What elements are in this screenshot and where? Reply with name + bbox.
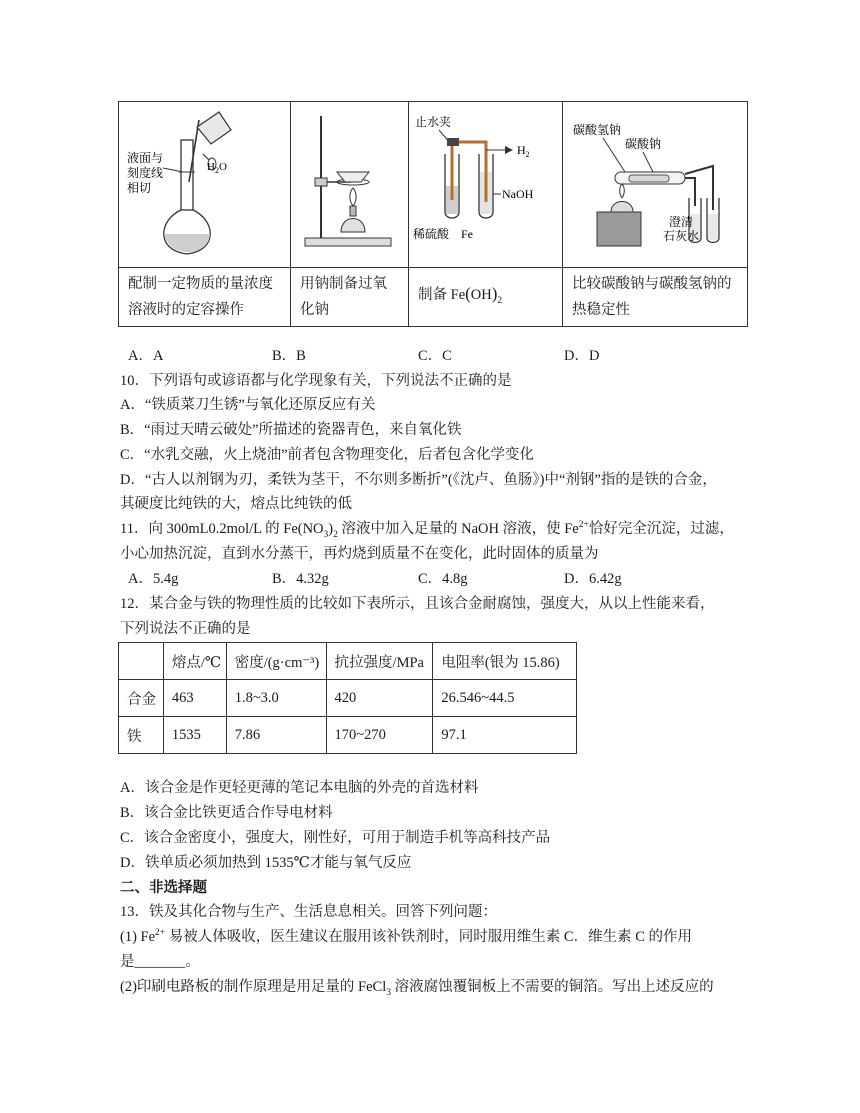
caption-b: 用钠制备过氧化钠 [291, 268, 409, 327]
fe-label: Fe [461, 227, 473, 241]
table-row [119, 717, 577, 754]
table-header: 密度/(g·cm⁻³) [226, 643, 326, 680]
limewater-label-1: 澄清 [669, 215, 694, 229]
q12-stem: 12．某合金与铁的物理性质的比较如下表所示，且该合金耐腐蚀，强度大，从以上性能来看， [120, 596, 715, 612]
table-header [119, 643, 164, 680]
table-cell: 97.1 [433, 717, 577, 754]
table-cell: 170~270 [326, 717, 433, 754]
figure-sodium-burner [291, 102, 409, 268]
table-cell: 1535 [163, 717, 226, 754]
table-cell: 合金 [119, 680, 164, 717]
figure-feoh2-apparatus [409, 102, 563, 268]
q12-option-a: A．该合金是作更轻更薄的笔记本电脑的外壳的首选材料 [120, 780, 479, 796]
flask-note-3: 相切 [127, 181, 152, 195]
table-cell: 26.546~44.5 [433, 680, 577, 717]
limewater-label-2: 石灰水 [663, 229, 700, 243]
q10-option-b: B．“雨过天晴云破处”所描述的瓷器青色，来自氧化铁 [120, 422, 462, 438]
table-cell: 7.86 [226, 717, 326, 754]
caption-a: 配制一定物质的量浓度溶液时的定容操作 [119, 268, 291, 327]
table-header-row [119, 643, 577, 680]
table-header: 抗拉强度/MPa [326, 643, 433, 680]
figure-volumetric-flask [119, 102, 291, 268]
q13-part2: (2)印刷电路板的制作原理是用足量的 FeCl$_3$ 溶液腐蚀覆铜板上不需要的铜箔。写出上述反应的 [120, 979, 714, 998]
q13-stem: 13．铁及其化合物与生产、生活息息相关。回答下列问题： [120, 904, 497, 920]
flask-note-2: 刻度线 [127, 166, 164, 180]
q10-option-d: D．“古人以剂钢为刃，柔铁为茎干，不尔则多断折”(《沈卢、鱼肠》)中“剂钢”指的是铁的合金， [120, 472, 717, 488]
q10-option-d-cont: 其硬度比纯铁的大，熔点比纯铁的低 [120, 496, 352, 512]
q9-option-b: B．B [272, 348, 306, 364]
q13-part1-cont: 是_______。 [120, 954, 200, 970]
property-table [118, 642, 577, 754]
q9-option-a: A．A [128, 348, 164, 364]
q11-option-b: B．4.32g [272, 571, 329, 587]
q10-option-a: A．“铁质菜刀生锈”与氧化还原反应有关 [120, 397, 376, 413]
h2-label: $H_2$ [517, 143, 530, 159]
q12-option-c: C．该合金密度小，强度大，刚性好，可用于制造手机等高科技产品 [120, 830, 551, 846]
flask-note-1: 液面与 [127, 151, 164, 165]
q12-stem-cont: 下列说法不正确的是 [120, 621, 251, 637]
table-cell: 1.8~3.0 [226, 680, 326, 717]
na2co3-label: 碳酸钠 [625, 137, 662, 151]
caption-row [119, 268, 748, 327]
q11-stem: 11．向 300mL0.2mol/L 的 $Fe(NO_3)_2$ 溶液中加入足量的 NaOH 溶液，使 $Fe^{2+}$恰好完全沉淀，过滤， [120, 520, 734, 540]
caption-c: 制备 $Fe(OH)_2$ [409, 268, 563, 327]
q13-part1: (1) $Fe^{2+}$ 易被人体吸收，医生建议在服用该补铁剂时，同时服用维生素 C．维生素 C 的作用 [120, 928, 692, 945]
table-cell: 463 [163, 680, 226, 717]
table-cell: 420 [326, 680, 433, 717]
water-label: $H_2O$ [207, 161, 227, 175]
q10-option-c: C．“水乳交融，火上烧油”前者包含物理变化，后者包含化学变化 [120, 447, 535, 463]
figure-carbonate-comparison [563, 102, 748, 268]
q11-stem-cont: 小心加热沉淀，直到水分蒸干，再灼烧到质量不在变化，此时固体的质量为 [120, 546, 599, 562]
section-heading: 二、非选择题 [120, 880, 207, 896]
q9-option-d: D．D [564, 348, 600, 364]
table-header: 电阻率(银为 15.86) [433, 643, 577, 680]
figure-row [119, 102, 748, 268]
caption-d: 比较碳酸钠与碳酸氢钠的热稳定性 [563, 268, 748, 327]
naoh-label: NaOH [502, 187, 534, 201]
nahco3-label: 碳酸氢钠 [573, 123, 622, 137]
acid-label: 稀硫酸 [413, 227, 450, 241]
q12-option-b: B．该合金比铁更适合作导电材料 [120, 805, 333, 821]
table-cell: 铁 [119, 717, 164, 754]
q12-option-d: D．铁单质必须加热到 1535℃才能与氧气反应 [120, 855, 412, 871]
table-header: 熔点/℃ [163, 643, 226, 680]
q11-option-d: D．6.42g [564, 571, 622, 587]
q11-option-c: C．4.8g [418, 571, 468, 587]
q9-option-c: C．C [418, 348, 452, 364]
q10-stem: 10．下列语句或谚语都与化学现象有关，下列说法不正确的是 [120, 373, 512, 389]
clamp-label: 止水夹 [415, 115, 452, 129]
table-row [119, 680, 577, 717]
q11-option-a: A．5.4g [128, 571, 179, 587]
experiment-table [118, 101, 748, 327]
